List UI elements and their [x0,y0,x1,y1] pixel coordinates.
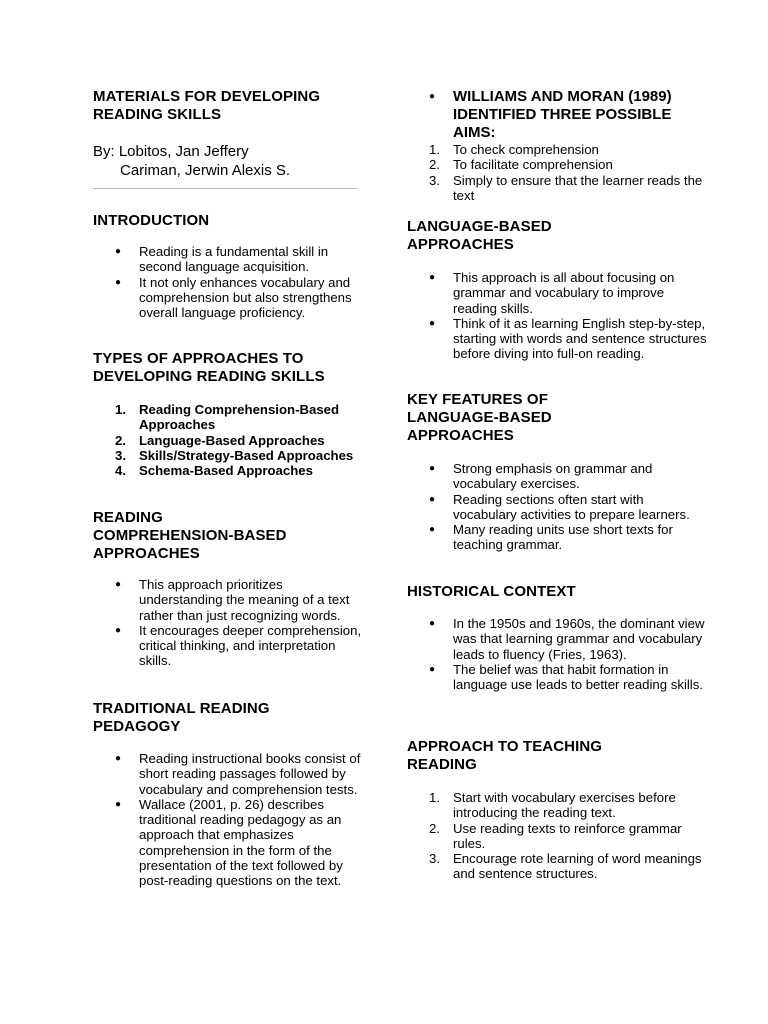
williams-moran-heading [407,88,707,142]
list-item: ● The belief was that habit formation in language use leads to better reading skills. [407,662,707,693]
list-item: ● Reading instructional books consist of short reading passages followed by vocabulary and comprehension tests. [93,751,363,797]
list-item: ● In the 1950s and 1960s, the dominant view was that learning grammar and vocabulary leads to fluency (Fries, 1963). [407,616,707,662]
list-item: 2. To facilitate comprehension [429,157,613,173]
document-title: MATERIALS FOR DEVELOPING READING SKILLS [93,88,321,123]
list-item: 2. Language-Based Approaches [115,432,325,448]
types-heading: TYPES OF APPROACHES TO DEVELOPING READING SKILLS [93,350,325,385]
list-item: 2. Use reading texts to reinforce grammar rules. [429,820,682,851]
list-item: 3. Skills/Strategy-Based Approaches [115,447,354,463]
list-item: 3. Simply to ensure that the learner reads the text [429,172,703,203]
key-features-list [407,461,707,553]
approach-teaching-list [407,790,707,882]
list-item: ● Strong emphasis on grammar and vocabulary exercises. [407,461,707,492]
reading-comprehension-heading: READING COMPREHENSION-BASED APPROACHES [93,509,287,562]
introduction-heading: INTRODUCTION [93,212,210,229]
title-divider [93,188,357,189]
list-item: ● It encourages deeper comprehension, critical thinking, and interpretation skills. [93,623,363,669]
list-item: ● Many reading units use short texts for teaching grammar. [407,522,707,553]
historical-context-list [407,616,707,692]
list-item: ● Think of it as learning English step-by-step, starting with words and sentence structures before diving into full-on reading. [407,316,707,362]
list-item: ● Reading sections often start with vocabulary activities to prepare learners. [407,492,707,523]
list-item: 3. Encourage rote learning of word meanings and sentence structures. [429,851,702,882]
list-item: 4. Schema-Based Approaches [115,463,313,479]
williams-moran-list [407,142,707,203]
list-item: ● It not only enhances vocabulary and comprehension but also strengthens overall language proficiency. [93,275,363,321]
approach-teaching-heading: APPROACH TO TEACHING READING [407,738,603,773]
author-line-1: By: Lobitos, Jan Jeffery [93,143,249,160]
list-item: ● Reading is a fundamental skill in second language acquisition. [93,244,363,275]
list-item: 1. Start with vocabulary exercises before introducing the reading text. [429,790,676,821]
list-item: 1. Reading Comprehension-Based Approaches [115,402,340,433]
list-item: ● This approach is all about focusing on grammar and vocabulary to improve reading skills. [407,270,707,316]
introduction-list [93,244,363,320]
traditional-pedagogy-heading: TRADITIONAL READING PEDAGOGY [93,700,270,735]
traditional-pedagogy-list [93,751,363,889]
list-item: 1. To check comprehension [429,142,599,157]
list-item: ● Wallace (2001, p. 26) describes traditional reading pedagogy as an approach that emphasizes comprehension in the form of the presentation of the text followed by post-reading questions on the text. [93,797,363,889]
list-item: ● This approach prioritizes understanding the meaning of a text rather than just recognizing words. [93,577,363,623]
historical-context-heading: HISTORICAL CONTEXT [407,583,576,600]
author-byline [93,142,290,180]
language-based-heading: LANGUAGE-BASED APPROACHES [407,218,552,253]
list-item: ● WILLIAMS AND MORAN (1989) IDENTIFIED THREE POSSIBLE AIMS: [407,88,707,142]
key-features-heading: KEY FEATURES OF LANGUAGE-BASED APPROACHES [407,391,552,444]
reading-comprehension-list [93,577,363,669]
types-list [93,402,363,478]
language-based-list [407,270,707,362]
author-line-2: Cariman, Jerwin Alexis S. [120,162,291,179]
